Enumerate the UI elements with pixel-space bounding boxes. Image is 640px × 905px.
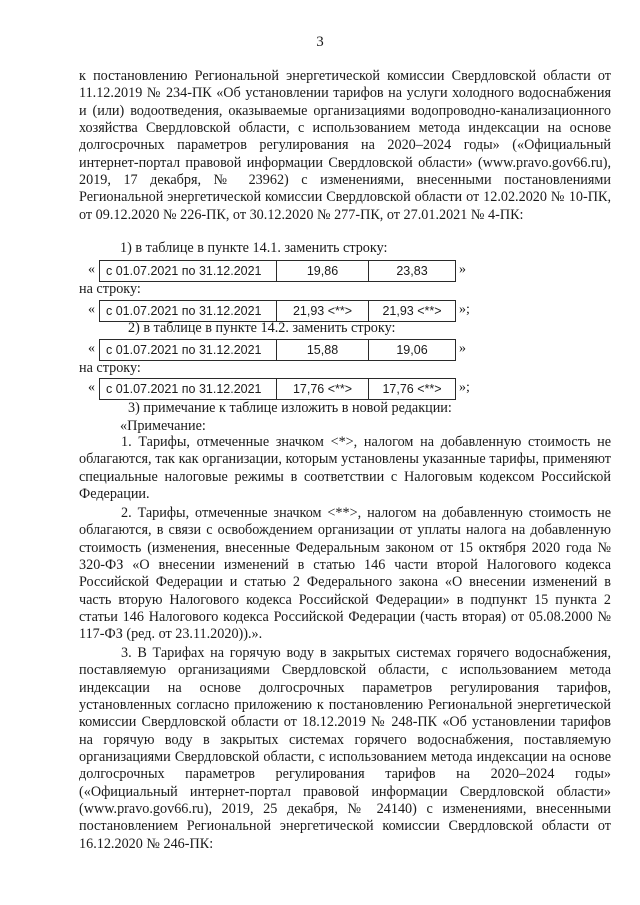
quote-open: «: [88, 380, 95, 395]
cell-period: с 01.07.2021 по 31.12.2021: [100, 340, 277, 360]
cell-period: с 01.07.2021 по 31.12.2021: [100, 301, 277, 321]
na-stroku-label: на строку:: [79, 281, 141, 297]
table-row-new-14-1: [99, 300, 456, 322]
cell-value-1: 21,93 <**>: [277, 301, 369, 321]
cell-period: с 01.07.2021 по 31.12.2021: [100, 379, 277, 399]
table-row-new-14-2: [99, 378, 456, 400]
quote-open: «: [88, 341, 95, 356]
cell-value-2: 19,06: [396, 343, 428, 357]
quote-close: »: [459, 341, 466, 356]
note-1: 1. Тарифы, отмеченные значком <*>, налогом на добавленную стоимость не облагаются, так как организации, которым установлены указанные тарифы, применяют специальные налоговые режимы в соответствии с Налоговым кодексом Российской Федерации.: [79, 434, 611, 503]
quote-close: »: [459, 262, 466, 277]
point-3-paragraph: 3. В Тарифах на горячую воду в закрытых системах горячего водоснабжения, поставляемую организациями Свердловской области, с использованием метода индексации на основе долгосрочных параметров регулирования тарифов, установленных согласно приложению к постановлению Региональной энергетической комиссии Свердловской области от 18.12.2019 № 248-ПК «Об установлении тарифов на горячую воду в закрытых системах горячего водоснабжения, поставляемую организациями Свердловской области, с использованием метода индексации на основе долгосрочных параметров регулирования тарифов на 2020–2024 годы» («Официальный интернет-портал правовой информации Свердловской области» (www.pravo.gov66.ru), 2019, 25 декабря, № 24140) с изменениями, внесенными постановлением Региональной энергетической комиссии Свердловской области от 16.12.2020 № 246-ПК:: [79, 645, 611, 852]
na-stroku-label-2: на строку:: [79, 360, 141, 376]
intro-paragraph: к постановлению Региональной энергетической комиссии Свердловской области от 11.12.2019 № 234-ПК «Об установлении тарифов на услуги холодного водоснабжения и (или) водоотведения, оказываемые организациями водопроводно-канализационного хозяйства Свердловской области, с использованием метода индексации на основе долгосрочных параметров регулирования на 2020–2024 годы» («Официальный интернет-портал правовой информации Свердловской области» (www.pravo.gov66.ru), 2019, 17 декабря, № 23962) с изменениями, внесенными постановлениями Региональной энергетической комиссии Свердловской области от 12.02.2020 № 10-ПК, от 09.12.2020 № 226-ПК, от 30.12.2020 № 277-ПК, от 27.01.2021 № 4-ПК:: [79, 68, 611, 223]
cell-value-1: 19,86: [277, 261, 369, 281]
cell-value-2: 17,76 <**>: [382, 382, 442, 396]
note-2: 2. Тарифы, отмеченные значком <**>, налогом на добавленную стоимость не облагаются, в связи с освобождением организации от уплаты налога на добавленную стоимость (изменения, внесенные Федеральным законом от 15 октября 2020 года № 320-ФЗ «О внесении изменений в статью 146 части второй Налогового кодекса Российской Федерации и статью 2 Федерального закона «О внесении изменений в часть вторую Налогового кодекса Российской Федерации» в подпункт 15 пункта 2 статьи 146 Налогового кодекса Российской Федерации (часть вторая) от 05.08.2000 № 117-ФЗ (ред. от 23.11.2020)).».: [79, 505, 611, 643]
quote-close-semicolon: »;: [459, 380, 470, 395]
item2-label: 2) в таблице в пункте 14.2. заменить строку:: [128, 320, 396, 336]
quote-open: «: [88, 262, 95, 277]
table-row-old-14-2: [99, 339, 456, 361]
note-heading: «Примечание:: [120, 418, 206, 434]
table-row-old-14-1: [99, 260, 456, 282]
quote-open: «: [88, 302, 95, 317]
cell-period: с 01.07.2021 по 31.12.2021: [100, 261, 277, 281]
cell-value-1: 17,76 <**>: [277, 379, 369, 399]
cell-value-1: 15,88: [277, 340, 369, 360]
cell-value-2: 23,83: [396, 264, 428, 278]
item1-label: 1) в таблице в пункте 14.1. заменить строку:: [120, 240, 388, 256]
cell-value-2: 21,93 <**>: [382, 304, 442, 318]
quote-close-semicolon: »;: [459, 302, 470, 317]
page-number: 3: [316, 34, 324, 50]
item3-label: 3) примечание к таблице изложить в новой редакции:: [128, 400, 452, 416]
